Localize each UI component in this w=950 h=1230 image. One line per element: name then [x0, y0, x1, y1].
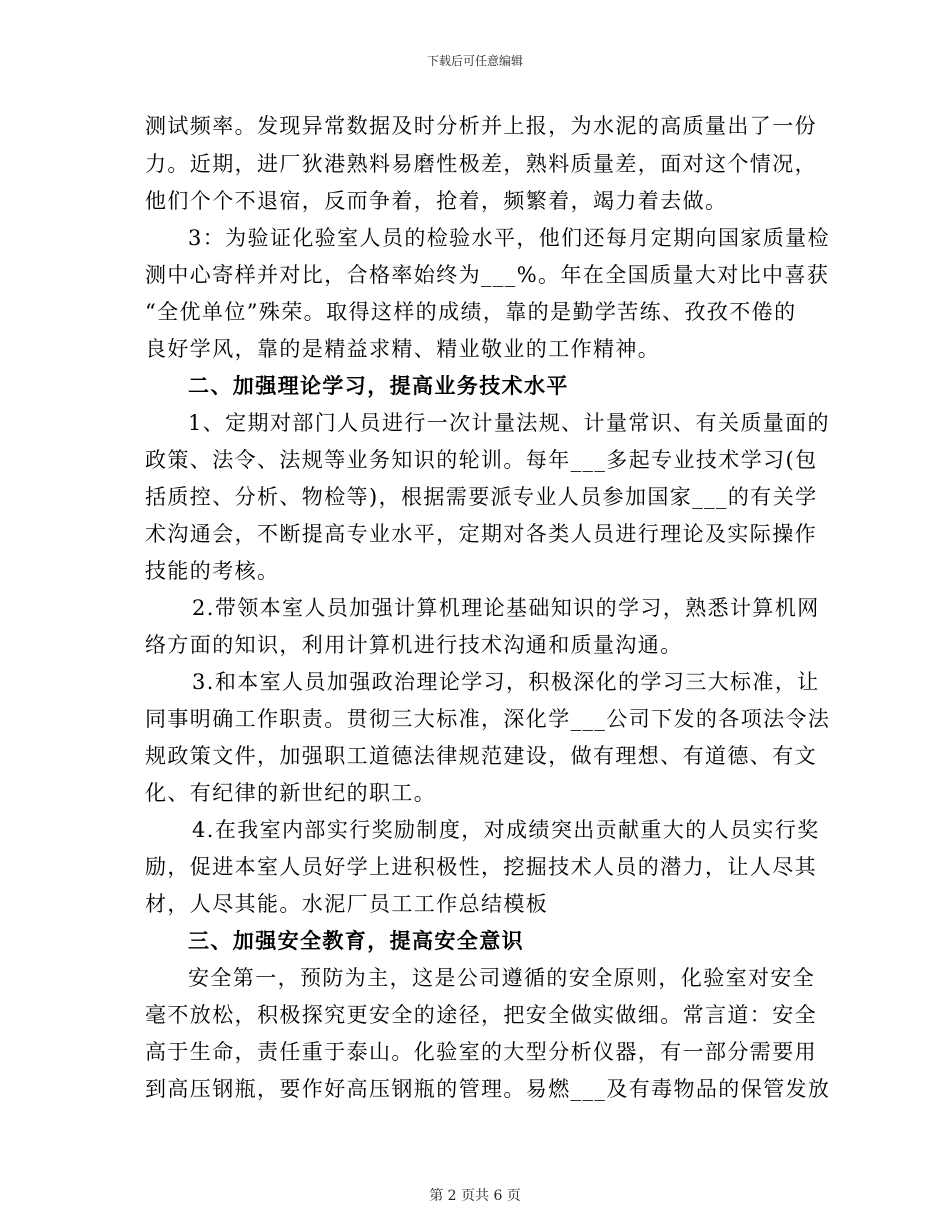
text-line: 安全第一，预防为主，这是公司遵循的安全原则，化验室对安全: [188, 966, 816, 990]
text-line: 同事明确工作职责。贯彻三大标准，深化学___公司下发的各项法令法: [145, 707, 831, 731]
text-line: 2.带领本室人员加强计算机理论基础知识的学习，熟悉计算机网: [192, 596, 820, 620]
text-line: 括质控、分析、物检等)，根据需要派专业人员参加国家___的有关学: [145, 485, 818, 509]
text-line: 测试频率。发现异常数据及时分析并上报，为水泥的高质量出了一份: [145, 114, 817, 138]
text-line: 良好学风，靠的是精益求精、精业敬业的工作精神。: [145, 337, 661, 361]
text-line: 毫不放松，积极探究更安全的途径，把安全做实做细。常言道：安全: [145, 1003, 817, 1027]
text-line: 他们个个不退宿，反而争着，抢着，频繁着，竭力着去做。: [145, 189, 728, 213]
page-footer: 第 2 页共 6 页: [429, 1188, 521, 1204]
text-line: 3.和本室人员加强政治理论学习，积极深化的学习三大标准，让: [192, 670, 820, 694]
text-line: 技能的考核。: [145, 559, 280, 583]
section-heading: 三、加强安全教育，提高安全意识: [188, 928, 524, 953]
text-line: 高于生命，责任重于泰山。化验室的大型分析仪器，有一部分需要用: [145, 1040, 817, 1064]
text-line: 规政策文件，加强职工道德法律规范建设，做有理想、有道德、有文: [145, 744, 817, 768]
text-line: 力。近期，进厂狄港熟料易磨性极差，熟料质量差，面对这个情况，: [145, 152, 817, 176]
page-header: 下载后可任意编辑: [426, 54, 523, 68]
text-line: 术沟通会，不断提高专业水平，定期对各类人员进行理论及实际操作: [145, 522, 817, 546]
text-line: 到高压钢瓶，要作好高压钢瓶的管理。易燃___及有毒物品的保管发放: [145, 1077, 831, 1101]
section-heading: 二、加强理论学习，提高业务技术水平: [188, 373, 569, 398]
text-line: 政策、法令、法规等业务知识的轮训。每年___多起专业技术学习(包: [145, 448, 818, 472]
text-line: 测中心寄样并对比，合格率始终为___%。年在全国质量大对比中喜获: [145, 263, 830, 287]
text-line: 4.在我室内部实行奖励制度，对成绩突出贡献重大的人员实行奖: [192, 818, 820, 842]
text-line: 材，人尽其能。水泥厂员工工作总结模板: [145, 892, 549, 916]
text-line: 3：为验证化验室人员的检验水平，他们还每月定期向国家质量检: [188, 226, 830, 250]
text-line: 励，促进本室人员好学上进积极性，挖掘技术人员的潜力，让人尽其: [145, 855, 817, 879]
text-line: “全优单位”殊荣。取得这样的成绩，靠的是勤学苦练、孜孜不倦的: [145, 300, 797, 324]
text-line: 化、有纪律的新世纪的职工。: [145, 781, 437, 805]
text-line: 1、定期对部门人员进行一次计量法规、计量常识、有关质量面的: [188, 411, 830, 435]
text-line: 络方面的知识，利用计算机进行技术沟通和质量沟通。: [145, 633, 683, 657]
